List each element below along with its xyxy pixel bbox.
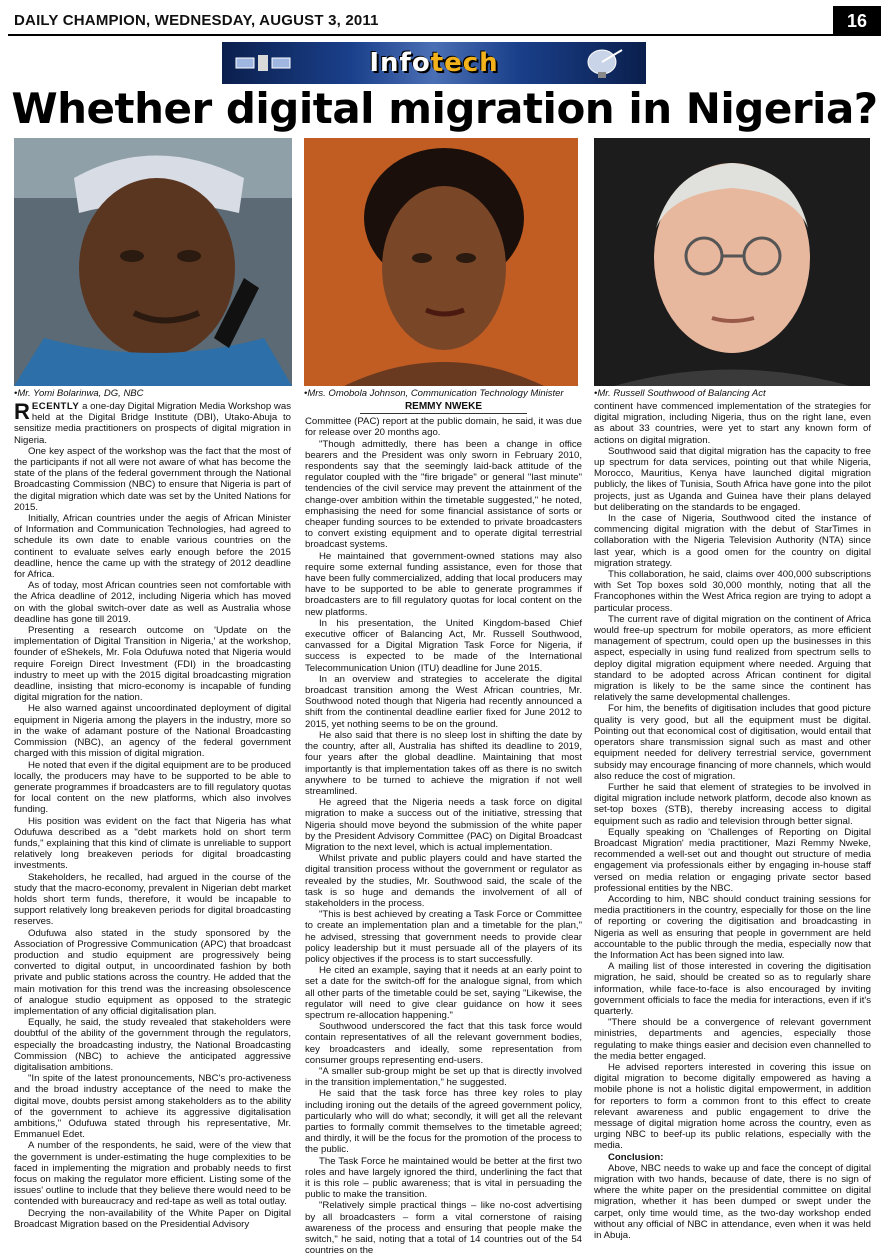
paragraph: He noted that even if the digital equipment are to be produced locally, the producers may have to be supported to be able to generate programmes if broadcasters are to fill regulatory quotas for local content on the new platforms, which also involves funding. bbox=[14, 759, 291, 816]
paragraph: He also said that there is no sleep lost in shifting the date by the country, after all, Australia has shifted its deadline to 2019, four years after the global deadline. Maintaining that most importantly is that implementation takes off as there is no switch anywhere to be turned to achieve the migration if not well streamlined. bbox=[305, 729, 582, 797]
paragraph: continent have commenced implementation of the strategies for digital migration, including Nigeria, thus on the right lane, even as about 33 countries, were yet to start any known form of actions on digital migration. bbox=[594, 401, 871, 446]
paragraph: "Though admittedly, there has been a change in office bearers and the President was only sworn in February 2010, respondents say that the seemingly laid-back attitude of the regulator coupled with the "fire brigade" or general "last minute" tendencies of the civil service may prevent the attainment of the change-over ambition within the timetable suggested," he noted, emphasising the need for some financial assistance of sorts or cheaper funding sources to be extended to private broadcasters to convert existing equipment and to operate digital terrestrial broadcast systems. bbox=[305, 438, 582, 551]
paragraph: As of today, most African countries seen not comfortable with the Africa deadline of 2012, including Nigeria which has moved on with the global switch-over date as well as Australia whose deadline has gone till 2019. bbox=[14, 580, 291, 625]
paragraph: The current rave of digital migration on the continent of Africa would free-up spectrum for mobile operators, as more efficient management of spectrum, could open up the businesses in this aspect, especially in using fund realized from spectrum sells to deploy digital migration equipment where needed. Arguing that standard to be adopted across African continent for digital migration is likely to be the same since the continent has relatively the same developmental challenges. bbox=[594, 613, 871, 704]
caption-johnson: •Mrs. Omobola Johnson, Communication Technology Minister bbox=[304, 388, 564, 399]
paragraph: In his presentation, the United Kingdom-based Chief executive officer of Balancing Act, Mr. Russell Southwood, canvassed for a Digital Migration Task Force for Nigeria, if success is expected to be made of the International Telecommunication Union (ITU) deadline for June 2015. bbox=[305, 617, 582, 674]
paragraph: The Task Force he maintained would be better at the first two roles and have largely ignored the third, underlining the fact that it is this role – public awareness; that is vital in persuading the public to make the transition. bbox=[305, 1155, 582, 1201]
lead-paragraph bbox=[14, 401, 291, 446]
paragraph: Further he said that element of strategies to be involved in digital migration include network platform, decode also known as set-top boxes (STB), thereby increasing access to digital equipment such as radio and television through better signal. bbox=[594, 781, 871, 827]
paragraph: "In spite of the latest pronouncements, NBC's pro-activeness and the broad industry acceptance of the need to make the digital move, doubts persist among stakeholders as to the ability of the government to achieve its aggressive digitalisation ambitions," Odufuwa stated through his representative, Mr. Emmanuel Edet. bbox=[14, 1073, 291, 1141]
paragraph: Southwood said that digital migration has the capacity to free up spectrum for data services, pointing out that while Nigeria, Morocco, Mauritius, Kenya have launched digital migration publicly, the likes of Tunisia, South Africa have gone into the pilot projects, just as Uganda and Guinea have their plans delayed but deliberating on the standards to be engaged. bbox=[594, 445, 871, 513]
paragraph: In an overview and strategies to accelerate the digital broadcast transition among the West African countries, Mr. Southwood noted though that Nigeria had recently announced a shift from the continental deadline earlier fixed for June 2012 to 2015, yet nothing seems to be on the ground. bbox=[305, 673, 582, 730]
paragraph: One key aspect of the workshop was the fact that the most of the participants if not all were not aware of what has become the state of the plans of the federal government through the National Broadcasting Commission (NBC) to ensure that Nigeria is part of the digital migration which date was set by the United Nations for 2015. bbox=[14, 445, 291, 513]
paragraph: Decrying the non-availability of the White Paper on Digital Broadcast Migration based on the Presidential Advisory bbox=[14, 1207, 291, 1230]
paragraph: Odufuwa also stated in the study sponsored by the Association of Progressive Communication (APC) that broadcast production and studio equipment are progressively being converted to digital output, in uncoordinated fashion by both private and public stations across the country. He added that the main motivation for this trend was the increasing obsolescence of analogue studio equipment as opposed to the strategic implementation of any official digitalisation plan. bbox=[14, 927, 291, 1017]
lead-text: a one-day Digital Migration Media Workshop was held at the Digital Bridge Institute (DBI), Utako-Abuja to sensitize media practitioners on prospects of digital migration in Nigeria. bbox=[14, 401, 291, 446]
lead-caps: ECENTLY bbox=[31, 401, 80, 412]
paragraph: A mailing list of those interested in covering the digitisation migration, he said, should be created so as to regularly share information, while face-to-face is also encouraged by inviting government officials to face the media for interactions, even if it's quarterly. bbox=[594, 961, 871, 1017]
banner-word-a: Info bbox=[369, 48, 431, 78]
paragraph: "A smaller sub-group might be set up that is directly involved in the transition implementation," he suggested. bbox=[305, 1065, 582, 1089]
infotech-banner bbox=[222, 42, 646, 84]
photo-southwood bbox=[594, 138, 870, 386]
paragraph: In the case of Nigeria, Southwood cited the instance of commencing digital migration with the debut of StarTimes in collaboration with the Nigeria Television Authority (NTA) since last year, which is a good omen for the country on digital migration strategy. bbox=[594, 513, 871, 569]
paragraph: Stakeholders, he recalled, had argued in the course of the study that the macro-economy, prevalent in Nigerian debt market holds short term funds, therefore, it would be incapable to support relatively long breakeven periods for digital broadcasting reserves. bbox=[14, 871, 291, 928]
article-column-1 bbox=[14, 401, 291, 1247]
photo-bolarinwa bbox=[14, 138, 292, 386]
paragraph: Committee (PAC) report at the public domain, he said, it was due for release over 20 months ago. bbox=[305, 416, 582, 439]
paragraph: He advised reporters interested in covering this issue on digital migration to become digitally empowered as having a mobile phone is not a holistic digital empowerment, in addition for reporters to form a common front to this effect to create relevant awareness and public engagement to drive the message of digital migration home across the country, even as urging NBC to beef-up its public relations, especially with the media. bbox=[594, 1061, 871, 1152]
paragraph: His position was evident on the fact that Nigeria has what Odufuwa described as a "debt markets hold on short term funds," explaining that this kind of climate is unreliable to support relatively long breakeven periods for digital broadcasting investments. bbox=[14, 815, 291, 872]
paragraph: He cited an example, saying that it needs at an early point to set a date for the switch-off for the analogue signal, from which all other parts of the timetable could be set, saying "Likewise, the regulator will need to give clear guidance on how it sees spectrum re-allocation happening." bbox=[305, 965, 582, 1021]
banner-title bbox=[222, 48, 646, 78]
byline: REMMY NWEKE bbox=[360, 401, 526, 414]
headline: Whether digital migration in Nigeria? bbox=[11, 84, 878, 133]
article-column-3 bbox=[594, 401, 871, 1247]
masthead-bar bbox=[8, 6, 881, 36]
paragraph: Initially, African countries under the aegis of African Minister of Information and Communication Technologies, had agreed to schedule its own date to enable various countries on the continent to evaluate selves early enough before the 2015 deadline, hence the came up with the strategy of 2012 deadline for Africa. bbox=[14, 513, 291, 581]
paragraph: "Relatively simple practical things – like no-cost advertising by all broadcasters – form a vital cornerstone of raising awareness of the process and ensuring that people make the switch," he said, noting that a total of 14 countries out of the 54 countries on the bbox=[305, 1200, 582, 1256]
page-number: 16 bbox=[833, 6, 881, 36]
paragraph: Whilst private and public players could and have started the digital transition process without the government or regulator as revealed by the studies, Mr. Southwood said, the scale of the task is so huge and demands the involvement of all of stakeholders in the process. bbox=[305, 853, 582, 909]
dropcap: R bbox=[14, 399, 30, 424]
paragraph: According to him, NBC should conduct training sessions for media practitioners in the country, especially for those on the line of reporting or covering the digitisation and broadcasting in Nigeria as well as ensuring that people in government are held accountable to the public through the media, especially now that the Information Act has been signed into law. bbox=[594, 893, 871, 961]
banner-word-b: tech bbox=[430, 48, 499, 78]
paragraph: He also warned against uncoordinated deployment of digital equipment in Nigeria among the players in the industry, more so in the wake of adamant posture of the National Broadcasting Commission (NBC), an agency of the federal government charged with this mission of digital migration. bbox=[14, 703, 291, 760]
paragraph: Southwood underscored the fact that this task force would contain representatives of all the relevant government bodies, key broadcasters and ideally, some representation from consumer groups representing end-users. bbox=[305, 1021, 582, 1066]
paragraph: Above, NBC needs to wake up and face the concept of digital migration with two hands, because of date, there is no sign of where the white paper on the presidential committee on digital migration, whether it has been dumped or swept under the carpet, only time would time, as the two-day workshop ended without any official of NBC in attendance, even when it was held in Abuja. bbox=[594, 1162, 871, 1242]
paragraph: He agreed that the Nigeria needs a task force on digital migration to make a success out of the initiative, stressing that Nigeria should move beyond the submission of the white paper by the President Advisory Committee (PAC) on Digital Broadcast Migration to the next level, which is actual implementation. bbox=[305, 797, 582, 853]
paragraph: A number of the respondents, he said, were of the view that the government is under-estimating the huge complexities to be faced in implementing the migration and probably needs to first focus on making the regulator more efficient. Listing some of the issues' outline to include that they believe there would need to be contended with bureaucracy and red-tape as well as total outlay. bbox=[14, 1140, 291, 1208]
paragraph: Equally, he said, the study revealed that stakeholders were doubtful of the ability of the government through the regulators, especially the broadcasting industry, the National Broadcasting Commission (NBC) to achieve the anticipated aggressive digitalisation ambitions. bbox=[14, 1017, 291, 1073]
paragraph: For him, the benefits of digitisation includes that good picture quality is very good, but all the equipment must be digital. Pointing out that economical cost of digitisation, would entail that operators share transmission signal such as mast and other equipment needed for delivery terrestrial service, government subsidy may encourage financing of more channels, which would also reduce the cost of migration. bbox=[594, 703, 871, 782]
conclusion-heading: Conclusion: bbox=[608, 1151, 664, 1163]
paragraph: This collaboration, he said, claims over 400,000 subscriptions with Set Top boxes sold 30,000 monthly, noting that all the Francophones within the West Africa region are trying to adopt a particular process. bbox=[594, 569, 871, 614]
dateline: DAILY CHAMPION, WEDNESDAY, AUGUST 3, 2011 bbox=[14, 12, 379, 29]
photo-johnson bbox=[304, 138, 578, 386]
paragraph: He maintained that government-owned stations may also require some external funding assistance, even for those that have been fully commercialized, adding that local producers may have to be supported to be able to generate programmes if broadcasters are to fill regulatory quotas for local content on the new platforms. bbox=[305, 550, 582, 618]
paragraph: Equally speaking on 'Challenges of Reporting on Digital Broadcast Migration' media practitioner, Mazi Remmy Nweke, recommended a well-set out and thought out structure of media engagement via professionals either by engaging in-house staff versed on media relation or engaging private sector based professional entities by the NBC. bbox=[594, 826, 871, 894]
paragraph: "This is best achieved by creating a Task Force or Committee to create an implementation plan and a timetable for the plan," he advised, stressing that government needs to provide clear policy leadership but it must persuade all of the players of its policy objectives if the process is to start successfully. bbox=[305, 909, 582, 965]
caption-bolarinwa: •Mr. Yomi Bolarinwa, DG, NBC bbox=[14, 388, 144, 399]
paragraph: "There should be a convergence of relevant government ministries, departments and agencies, especially those regulating to make things easier and decision even channelled to the media better engaged. bbox=[594, 1017, 871, 1062]
article-column-2 bbox=[305, 401, 582, 1256]
paragraph: Presenting a research outcome on 'Update on the implementation of Digital Transition in Nigeria,' at the workshop, founder of eShekels, Mr. Fola Odufuwa noted that Nigeria would require Foreign Direct Investment (FDI) in the broadcasting industry to meet up with the 2015 digital broadcasting migration deadline, insisting that micro-economy is incapable of funding digital migration for the nation. bbox=[14, 625, 291, 704]
paragraph: He said that the task force has three key roles to play including ironing out the details of the agreed government policy, particularly who will do what; secondly, it will get all the relevant parties to formally commit themselves to the timetable agreed; and thirdly, it will be the focus for the promotion of the process to the public. bbox=[305, 1088, 582, 1156]
caption-southwood: •Mr. Russell Southwood of Balancing Act bbox=[594, 388, 766, 399]
